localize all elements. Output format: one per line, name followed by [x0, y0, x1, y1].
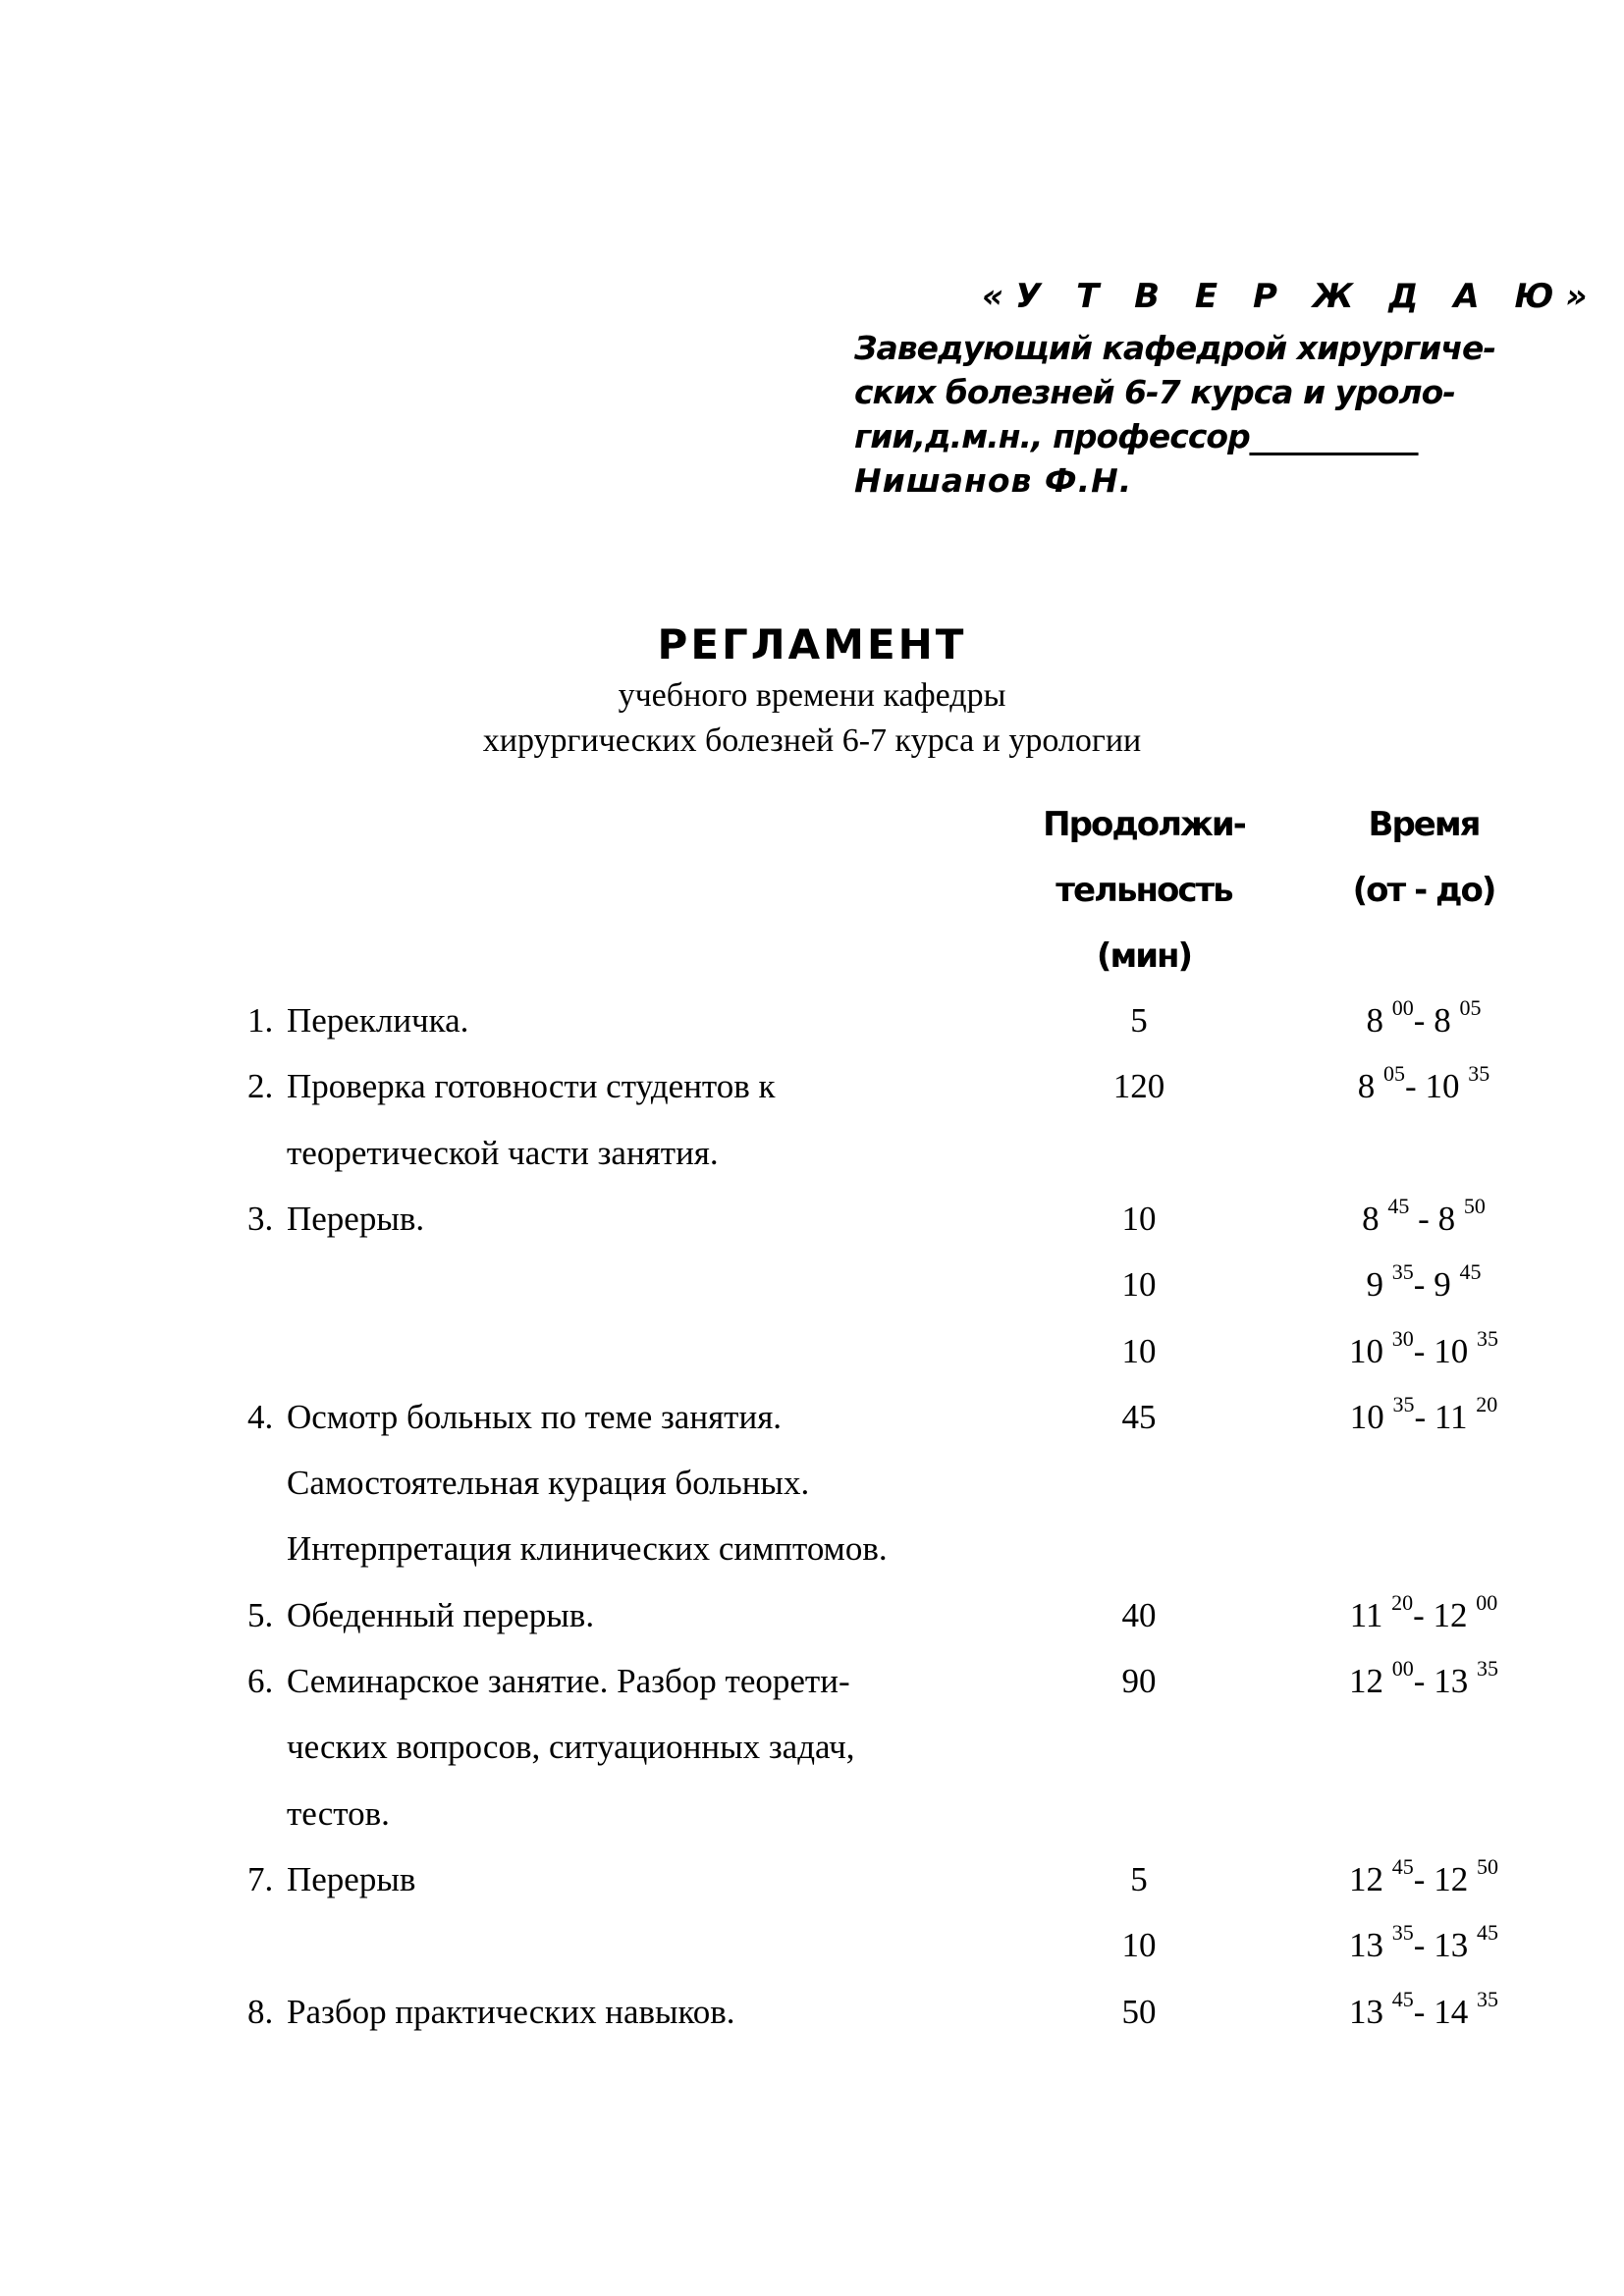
time-hours: 10 — [1349, 1331, 1384, 1370]
time-minutes: 30 — [1391, 1325, 1414, 1351]
item-number: 1. — [247, 1001, 274, 1040]
item-label: Проверка готовности студентов к — [287, 1067, 776, 1106]
item-label: Обеденный перерыв. — [287, 1595, 595, 1634]
time-header-line: Время — [1368, 805, 1480, 844]
item-duration: 10 — [1121, 1331, 1157, 1370]
item-label: Интерпретация клинических симптомов. — [287, 1529, 888, 1569]
approval-line: гии,д.м.н., профессор___________ — [854, 417, 1418, 455]
item-time-range — [1276, 1391, 1571, 1437]
time-minutes: 50 — [1463, 1193, 1486, 1218]
time-minutes: 35 — [1476, 1325, 1498, 1351]
item-label: Осмотр больных по теме занятия. — [287, 1397, 783, 1436]
time-minutes: 45 — [1387, 1193, 1410, 1218]
item-number: 7. — [247, 1859, 274, 1898]
time-hours: - 11 — [1414, 1397, 1468, 1436]
table-row — [0, 1986, 1624, 2058]
item-label: Перекличка. — [287, 1001, 469, 1040]
item-label: Разбор практических навыков. — [287, 1992, 735, 2031]
time-hours: - 10 — [1413, 1331, 1469, 1370]
item-label: тестов. — [287, 1793, 390, 1833]
time-minutes: 35 — [1476, 1656, 1498, 1681]
table-row — [0, 1920, 1624, 1992]
item-time-range — [1276, 1325, 1571, 1371]
item-duration: 5 — [1130, 1859, 1148, 1898]
duration-header-line: (мин) — [1096, 936, 1192, 976]
item-number: 8. — [247, 1992, 274, 2031]
item-time-range — [1276, 1259, 1571, 1305]
approval-line: ских болезней 6-7 курса и уроло- — [854, 373, 1455, 411]
item-duration: 40 — [1121, 1595, 1157, 1634]
duration-header-line: Продолжи- — [1043, 805, 1245, 844]
time-hours: 13 — [1349, 1992, 1384, 2031]
time-hours: - 9 — [1413, 1265, 1451, 1305]
table-row — [0, 1728, 1624, 1793]
item-number: 2. — [247, 1067, 274, 1106]
approval-heading: «У Т В Е Р Ж Д А Ю» — [982, 277, 1599, 316]
time-hours: 8 — [1366, 1001, 1384, 1040]
time-minutes: 35 — [1391, 1920, 1414, 1946]
table-row — [0, 1259, 1624, 1331]
item-label: ческих вопросов, ситуационных задач, — [287, 1728, 855, 1767]
time-minutes: 45 — [1476, 1920, 1498, 1946]
item-label: Перерыв — [287, 1859, 416, 1898]
time-minutes: 50 — [1476, 1853, 1498, 1879]
item-time-range — [1276, 1589, 1571, 1635]
document-subtitle-line1: учебного времени кафедры — [618, 677, 1006, 714]
item-time-range — [1276, 1853, 1571, 1899]
time-minutes: 45 — [1459, 1259, 1482, 1285]
time-hours: 10 — [1349, 1397, 1384, 1436]
time-header-line: (от - до) — [1352, 871, 1495, 910]
table-row — [0, 1589, 1624, 1662]
table-row — [0, 1794, 1624, 1860]
time-hours: - 12 — [1413, 1595, 1468, 1634]
time-minutes: 35 — [1476, 1986, 1498, 2011]
table-row — [0, 1193, 1624, 1265]
item-duration: 50 — [1121, 1992, 1157, 2031]
approver-name: Нишанов Ф.Н. — [854, 461, 1133, 500]
time-hours: - 8 — [1413, 1001, 1451, 1040]
time-hours: 12 — [1349, 1859, 1384, 1898]
time-hours: - 14 — [1413, 1992, 1469, 2031]
item-number: 4. — [247, 1397, 274, 1436]
time-minutes: 05 — [1459, 995, 1482, 1020]
time-hours: 11 — [1349, 1595, 1383, 1634]
approval-line: Заведующий кафедрой хирургиче- — [854, 329, 1496, 367]
time-hours: - 13 — [1413, 1926, 1469, 1965]
time-minutes: 35 — [1392, 1391, 1415, 1416]
time-minutes: 35 — [1391, 1259, 1414, 1285]
table-row — [0, 1464, 1624, 1529]
table-row — [0, 1061, 1624, 1133]
item-label: Семинарское занятие. Разбор теорети- — [287, 1662, 850, 1700]
time-hours: - 8 — [1409, 1199, 1456, 1238]
item-duration: 45 — [1121, 1397, 1157, 1436]
item-label: Самостоятельная курация больных. — [287, 1464, 810, 1503]
item-duration: 120 — [1112, 1067, 1165, 1106]
time-minutes: 20 — [1476, 1391, 1498, 1416]
table-row — [0, 1529, 1624, 1595]
time-hours: 12 — [1349, 1662, 1384, 1700]
item-time-range — [1276, 1920, 1571, 1965]
time-minutes: 20 — [1391, 1589, 1414, 1615]
table-row — [0, 1325, 1624, 1398]
item-number: 3. — [247, 1199, 274, 1238]
time-minutes: 35 — [1468, 1061, 1490, 1087]
item-duration: 90 — [1121, 1662, 1157, 1700]
time-minutes: 00 — [1391, 1656, 1414, 1681]
table-row — [0, 1853, 1624, 1926]
item-label: теоретической части занятия. — [287, 1133, 719, 1172]
document-title: РЕГЛАМЕНТ — [657, 620, 967, 668]
item-number: 5. — [247, 1595, 274, 1634]
table-row — [0, 1134, 1624, 1200]
item-time-range — [1276, 1193, 1571, 1239]
time-hours: 13 — [1349, 1926, 1384, 1965]
time-minutes: 45 — [1391, 1986, 1414, 2011]
item-time-range — [1276, 995, 1571, 1041]
item-label: Перерыв. — [287, 1199, 425, 1238]
table-row — [0, 1391, 1624, 1464]
item-duration: 10 — [1121, 1265, 1157, 1305]
time-minutes: 00 — [1391, 995, 1414, 1020]
time-hours: 8 — [1362, 1199, 1380, 1238]
table-row — [0, 1656, 1624, 1728]
time-hours: - 10 — [1405, 1067, 1460, 1106]
item-duration: 5 — [1130, 1001, 1148, 1040]
item-time-range — [1276, 1986, 1571, 2032]
item-duration: 10 — [1121, 1926, 1157, 1965]
time-minutes: 00 — [1476, 1589, 1498, 1615]
item-time-range — [1276, 1061, 1571, 1106]
item-number: 6. — [247, 1662, 274, 1700]
time-minutes: 05 — [1383, 1061, 1406, 1087]
item-time-range — [1276, 1656, 1571, 1701]
time-hours: 8 — [1357, 1067, 1376, 1106]
item-duration: 10 — [1121, 1199, 1157, 1238]
duration-header-line: тельность — [1056, 871, 1232, 910]
document-subtitle-line2: хирургических болезней 6-7 курса и урологии — [482, 722, 1142, 759]
time-hours: - 13 — [1413, 1662, 1469, 1700]
time-minutes: 45 — [1391, 1853, 1414, 1879]
time-hours: 9 — [1366, 1265, 1384, 1305]
time-hours: - 12 — [1413, 1859, 1469, 1898]
table-row — [0, 995, 1624, 1067]
